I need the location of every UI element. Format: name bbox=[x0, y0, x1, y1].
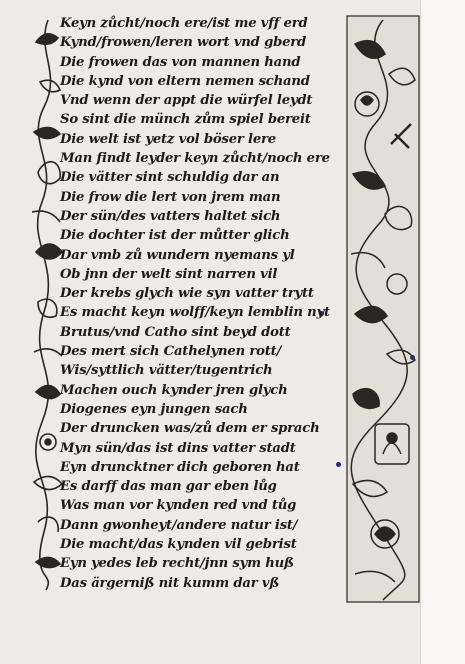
verse-line: Man findt leyder keyn zůcht/noch ere bbox=[60, 151, 330, 167]
right-floral-border bbox=[345, 14, 421, 604]
verse-line: Was man vor kynden red vnd tůg bbox=[60, 498, 297, 514]
page-margin-blank bbox=[420, 0, 465, 664]
verse-line: Myn sün/das ist dins vatter stadt bbox=[60, 440, 296, 456]
verse-line: Das ärgerniß nit kumm dar vß bbox=[60, 575, 280, 591]
verse-line: Vnd wenn der appt die würfel leydt bbox=[60, 93, 313, 109]
verse-line: Die welt ist yetz vol böser lere bbox=[60, 131, 276, 147]
verse-line: Wis/syttlich vätter/tugentrich bbox=[60, 363, 273, 379]
verse-line: Dar vmb zů wundern nyemans yl bbox=[60, 247, 295, 263]
verse-line: Keyn zůcht/noch ere/ist me vff erd bbox=[60, 16, 308, 31]
verse-line: Eyn druncktner dich geboren hat bbox=[60, 459, 300, 475]
verse-line: Eyn yedes leb recht/jnn sym huß bbox=[60, 556, 294, 572]
verse-line: Ob jnn der welt sint narren vil bbox=[60, 266, 278, 282]
verse-text bbox=[60, 14, 345, 593]
verse-line: Des mert sich Cathelynen rott/ bbox=[60, 344, 282, 360]
verse-line: Dann gwonheyt/andere natur ist/ bbox=[60, 517, 298, 533]
verse-line: Der druncken was/zů dem er sprach bbox=[60, 421, 320, 437]
verse-line: Die dochter ist der můtter glich bbox=[60, 228, 290, 244]
verse-line: Die frow die lert von jrem man bbox=[60, 189, 281, 205]
verse-line: Der sün/des vatters haltet sich bbox=[60, 208, 281, 224]
verse-line: Die vätter sint schuldig dar an bbox=[60, 170, 280, 186]
ink-speck bbox=[410, 355, 415, 360]
verse-line: Es macht keyn wolff/keyn lemblin nyt bbox=[60, 305, 330, 321]
verse-line: Diogenes eyn jungen sach bbox=[60, 401, 248, 417]
verse-line: Die macht/das kynden vil gebrist bbox=[60, 537, 297, 553]
verse-line: So sint die münch zům spiel bereit bbox=[60, 112, 311, 128]
verse-line: Kynd/frowen/leren wort vnd gberd bbox=[60, 35, 307, 51]
verse-line: Der krebs glych wie syn vatter trytt bbox=[60, 286, 314, 302]
verse-line: Brutus/vnd Catho sint beyd dott bbox=[60, 324, 291, 340]
verse-line: Machen ouch kynder jren glych bbox=[60, 382, 288, 398]
verse-line: Es darff das man gar eben lůg bbox=[60, 479, 277, 495]
verse-line: Die kynd von eltern nemen schand bbox=[60, 73, 310, 89]
verse-line: Die frowen das von mannen hand bbox=[60, 54, 301, 70]
